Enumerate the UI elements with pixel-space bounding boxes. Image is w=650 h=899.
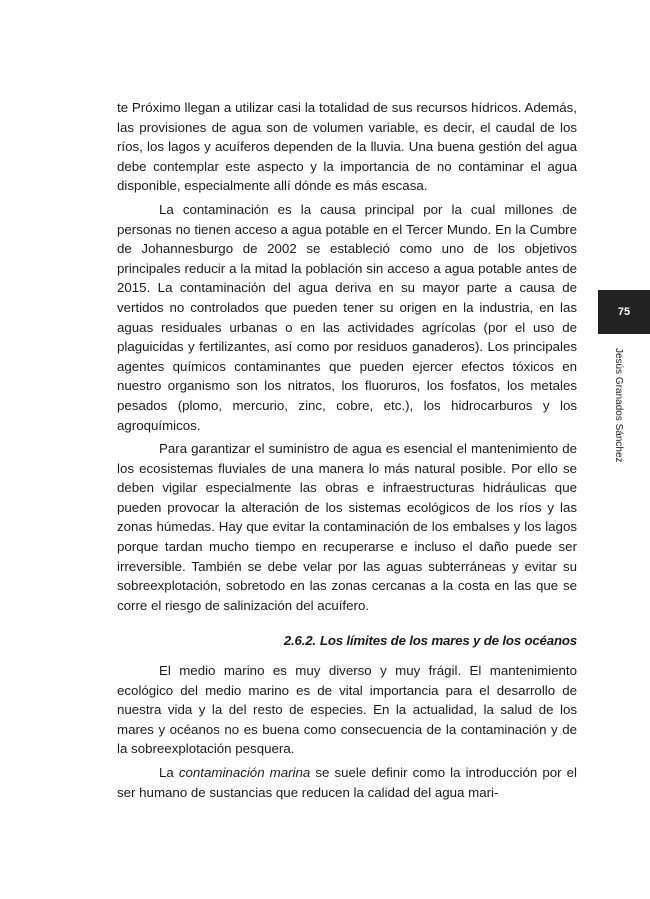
paragraph-5-lead: La (159, 765, 179, 780)
paragraph-4: El medio marino es muy diverso y muy frágil. El mantenimiento ecológico del medio marino es de vital importancia para el desarrollo de nuestra vida y la del resto de especies. En la actualidad, la salud de los mares y océanos no es buena como consecuencia de la contaminación y de la sobreexplotación pesquera. (117, 663, 577, 757)
page-body (117, 98, 577, 806)
paragraph-5 (117, 763, 577, 802)
paragraph-5-term: contaminación marina (178, 765, 311, 780)
section-number: 2.6.2. (283, 633, 316, 649)
paragraph-3: Para garantizar el suministro de agua es esencial el mantenimiento de los ecosistemas fluviales de una manera lo más natural posible. Por ello se deben vigilar especialmente las obras e infraestructuras hidráulicas que pueden provocar la alteración de los sistemas ecológicos de los ríos y las zonas húmedas. Hay que evitar la contaminación de los embalses y los lagos porque tardan mucho tiempo en recuperarse e incluso el daño puede ser irreversible. También se debe velar por las aguas subterráneas y evitar su sobreexplotación, sobretodo en las zonas cercanas a la costa en las que se corre el riesgo de salinización del acuífero. (117, 441, 577, 613)
paragraph-1: te Próximo llegan a utilizar casi la totalidad de sus recursos hídricos. Además, las provisiones de agua son de volumen variable, es decir, el caudal de los ríos, los lagos y acuíferos dependen de la lluvia. Una buena gestión del agua debe contemplar este aspecto y la importancia de no contaminar el agua disponible, especialmente allí dónde es más escasa. (117, 100, 577, 194)
paragraph-2: La contaminación es la causa principal por la cual millones de personas no tienen acceso a agua potable en el Tercer Mundo. En la Cumbre de Johannesburgo de 2002 se estableció como uno de los objetivos principales reducir a la mitad la población sin acceso a agua potable antes de 2015. La contaminación del agua deriva en su mayor parte a causa de vertidos no controlados que pueden tener su origen en la industria, en las aguas residuales urbanas o en las actividades agrícolas (por el uso de plaguicidas y fertilizantes, así como por residuos ganaderos). Los principales agentes químicos contaminantes que pueden ejercer efectos tóxicos en nuestro organismo son los nitratos, los fluoruros, los fosfatos, los metales pesados (plomo, mercurio, zinc, cobre, etc.), los hidrocarburos y los agroquímicos. (117, 201, 577, 433)
section-title: Los límites de los mares y de los océanos (319, 633, 577, 649)
page-number-tab (598, 290, 650, 334)
section-heading (117, 631, 577, 651)
paragraph-5-rest: se suele definir como la introducción por el ser humano de sustancias que reducen la calidad del agua mari- (117, 765, 577, 800)
running-author: Jesús Granados Sánchez (613, 348, 624, 463)
page-number: 75 (617, 306, 631, 318)
